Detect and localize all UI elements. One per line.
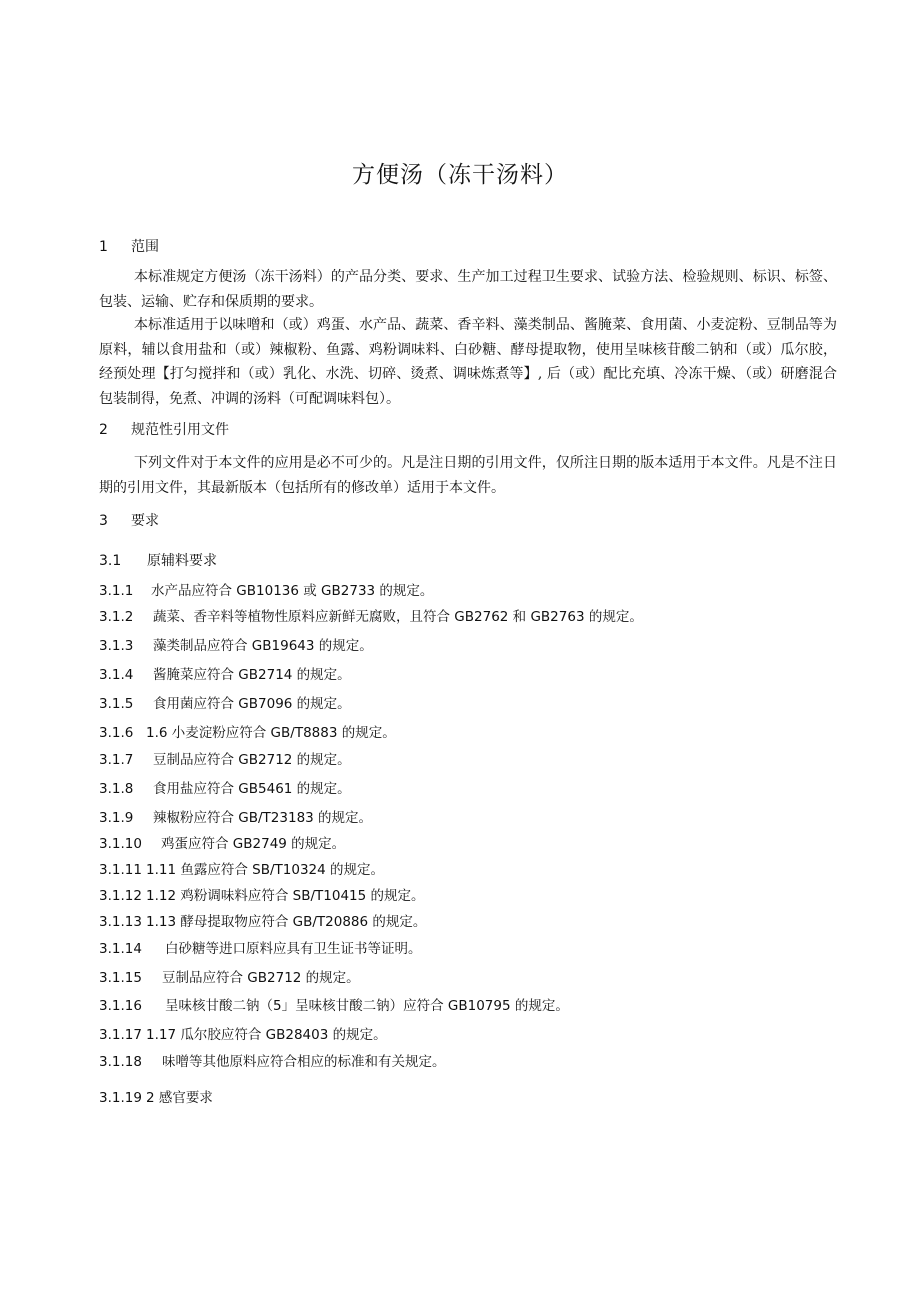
list-item	[99, 884, 425, 904]
section-number: 2	[99, 422, 108, 438]
section-number: 1	[99, 239, 108, 255]
list-item	[99, 1086, 213, 1106]
item-text: 1.12 鸡粉调味料应符合 SB/T10415 的规定。	[146, 888, 425, 904]
item-number: 3.1.19	[99, 1090, 142, 1106]
item-text: 1.11 鱼露应符合 SB/T10324 的规定。	[146, 862, 385, 878]
item-text: 水产品应符合 GB10136 或 GB2733 的规定。	[151, 583, 434, 599]
item-text: 2 感官要求	[146, 1090, 213, 1106]
item-number: 3.1.14	[99, 941, 142, 957]
item-number: 3.1.6	[99, 725, 134, 741]
item-text: 蔬菜、香辛料等植物性原料应新鲜无腐败，且符合 GB2762 和 GB2763 的规定。	[153, 609, 643, 625]
list-item	[99, 721, 396, 741]
list-item	[99, 966, 360, 986]
item-number: 3.1.1	[99, 583, 134, 599]
section-number: 3	[99, 513, 108, 529]
section-number: 3.1	[99, 553, 122, 569]
section-3-1-heading	[99, 550, 217, 570]
list-item	[99, 910, 426, 930]
item-text: 食用盐应符合 GB5461 的规定。	[153, 781, 351, 797]
list-item	[99, 806, 372, 826]
item-text: 1.6 小麦淀粉应符合 GB/T8883 的规定。	[146, 725, 396, 741]
item-text: 呈味核甘酸二钠（5」呈味核甘酸二钠）应符合 GB10795 的规定。	[165, 998, 569, 1014]
item-number: 3.1.18	[99, 1054, 142, 1070]
list-item	[99, 663, 351, 683]
item-text: 白砂糖等进口原料应具有卫生证书等证明。	[165, 941, 422, 957]
references-paragraph: 下列文件对于本文件的应用是必不可少的。凡是注日期的引用文件，仅所注日期的版本适用于本文件。凡是不注日期的引用文件，其最新版本（包括所有的修改单）适用于本文件。	[99, 455, 837, 496]
item-text: 豆制品应符合 GB2712 的规定。	[162, 970, 360, 986]
list-item	[99, 777, 351, 797]
list-item	[99, 994, 569, 1014]
item-text: 1.17 瓜尔胶应符合 GB28403 的规定。	[146, 1027, 387, 1043]
item-text: 豆制品应符合 GB2712 的规定。	[153, 752, 351, 768]
section-title: 规范性引用文件	[131, 422, 229, 438]
list-item	[99, 579, 433, 599]
item-number: 3.1.17	[99, 1027, 142, 1043]
item-number: 3.1.12	[99, 888, 142, 904]
item-text: 鸡蛋应符合 GB2749 的规定。	[161, 836, 346, 852]
list-item	[99, 748, 351, 768]
section-2-heading	[99, 419, 229, 439]
item-number: 3.1.15	[99, 970, 142, 986]
item-number: 3.1.13	[99, 914, 142, 930]
list-item	[99, 1050, 446, 1070]
item-number: 3.1.10	[99, 836, 142, 852]
scope-paragraph-1: 本标准规定方便汤（冻干汤料）的产品分类、要求、生产加工过程卫生要求、试验方法、检验规则、标识、标签、包装、运输、贮存和保质期的要求。	[99, 269, 837, 310]
scope-paragraph-2: 本标准适用于以味噌和（或）鸡蛋、水产品、蔬菜、香辛料、藻类制品、酱腌菜、食用菌、小麦淀粉、豆制品等为原料，辅以食用盐和（或）辣椒粉、鱼露、鸡粉调味料、白砂糖、酵母提取物，使用呈味核苷酸二钠和（或）瓜尔胶，经预处理【打匀搅拌和（或）乳化、水洗、切碎、烫煮、调味炼煮等】, 后（或）配比充填、冷冻干燥、（或）研磨混合包装制得，免煮、冲调的汤料（可配调味料包）。	[99, 317, 837, 407]
item-number: 3.1.16	[99, 998, 142, 1014]
section-title: 原辅料要求	[147, 553, 217, 569]
item-text: 食用菌应符合 GB7096 的规定。	[153, 696, 351, 712]
section-3-heading	[99, 510, 159, 530]
item-text: 酱腌菜应符合 GB2714 的规定。	[153, 667, 351, 683]
item-text: 辣椒粉应符合 GB/T23183 的规定。	[153, 810, 373, 826]
list-item	[99, 858, 384, 878]
item-number: 3.1.11	[99, 862, 142, 878]
item-text: 1.13 酵母提取物应符合 GB/T20886 的规定。	[146, 914, 427, 930]
list-item	[99, 634, 373, 654]
item-text: 味噌等其他原料应符合相应的标准和有关规定。	[162, 1054, 446, 1070]
item-number: 3.1.5	[99, 696, 134, 712]
item-number: 3.1.3	[99, 638, 134, 654]
list-item	[99, 605, 643, 625]
item-number: 3.1.7	[99, 752, 134, 768]
section-title: 要求	[131, 513, 159, 529]
item-number: 3.1.8	[99, 781, 134, 797]
section-title: 范围	[131, 239, 159, 255]
list-item	[99, 692, 351, 712]
item-text: 藻类制品应符合 GB19643 的规定。	[153, 638, 373, 654]
item-number: 3.1.9	[99, 810, 134, 826]
section-1-heading	[99, 236, 159, 256]
list-item	[99, 937, 422, 957]
document-title: 方便汤（冻干汤料）	[352, 162, 568, 188]
list-item	[99, 1023, 387, 1043]
item-number: 3.1.4	[99, 667, 134, 683]
list-item	[99, 832, 345, 852]
item-number: 3.1.2	[99, 609, 134, 625]
